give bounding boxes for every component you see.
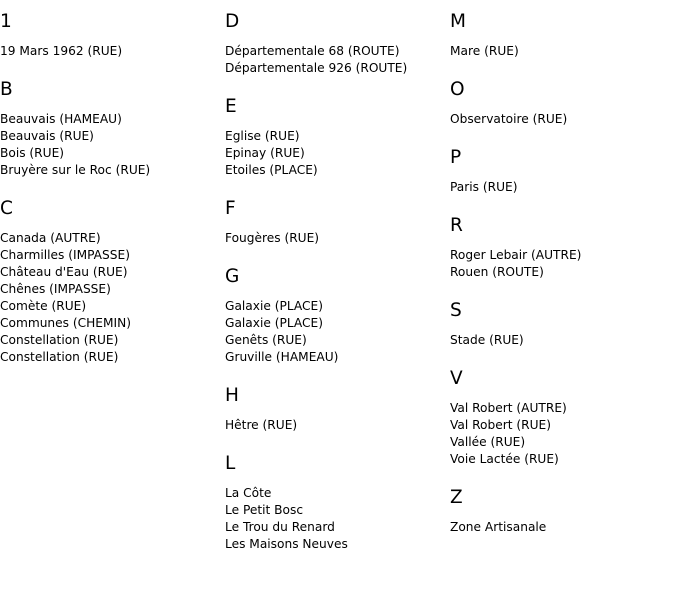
letter-group xyxy=(225,264,450,366)
letter-group xyxy=(450,213,675,281)
street-list xyxy=(450,111,675,128)
street-list xyxy=(225,298,450,366)
street-link[interactable]: Roger Lebair (AUTRE) xyxy=(450,248,582,262)
street-list xyxy=(225,128,450,179)
letter-heading: G xyxy=(225,266,240,287)
street-list xyxy=(450,332,675,349)
street-link[interactable]: Constellation (RUE) xyxy=(0,350,119,364)
letter-group xyxy=(450,145,675,196)
street-link[interactable]: Observatoire (RUE) xyxy=(450,112,568,126)
street-link[interactable]: Stade (RUE) xyxy=(450,333,524,347)
letter-heading: F xyxy=(225,198,236,219)
street-link[interactable]: 19 Mars 1962 (RUE) xyxy=(0,44,123,58)
street-link[interactable]: Galaxie (PLACE) xyxy=(225,299,323,313)
street-list xyxy=(225,485,450,553)
letter-heading: S xyxy=(450,300,462,321)
street-index-column-2 xyxy=(225,9,450,570)
street-link[interactable]: Mare (RUE) xyxy=(450,44,519,58)
street-link[interactable]: Château d'Eau (RUE) xyxy=(0,265,128,279)
letter-heading: D xyxy=(225,11,240,32)
letter-group xyxy=(225,196,450,247)
street-link[interactable]: Hêtre (RUE) xyxy=(225,418,298,432)
letter-heading: E xyxy=(225,96,237,117)
street-link[interactable]: Départementale 926 (ROUTE) xyxy=(225,61,408,75)
street-link[interactable]: Gruville (HAMEAU) xyxy=(225,350,339,364)
street-link[interactable]: Les Maisons Neuves xyxy=(225,537,348,551)
street-link[interactable]: Chênes (IMPASSE) xyxy=(0,282,111,296)
street-link[interactable]: La Côte xyxy=(225,486,272,500)
letter-heading: Z xyxy=(450,487,463,508)
letter-group xyxy=(225,451,450,553)
letter-group xyxy=(450,77,675,128)
street-list xyxy=(225,230,450,247)
letter-group xyxy=(0,77,225,179)
street-index-column-3 xyxy=(450,9,675,553)
letter-heading: M xyxy=(450,11,466,32)
letter-group xyxy=(450,9,675,60)
street-list xyxy=(450,400,675,468)
street-link[interactable]: Constellation (RUE) xyxy=(0,333,119,347)
street-link[interactable]: Comète (RUE) xyxy=(0,299,87,313)
street-link[interactable]: Vallée (RUE) xyxy=(450,435,526,449)
street-list xyxy=(450,519,675,536)
street-link[interactable]: Beauvais (RUE) xyxy=(0,129,94,143)
letter-heading: R xyxy=(450,215,463,236)
street-link[interactable]: Eglise (RUE) xyxy=(225,129,300,143)
street-list xyxy=(450,43,675,60)
street-list xyxy=(450,179,675,196)
street-link[interactable]: Le Trou du Renard xyxy=(225,520,335,534)
street-link[interactable]: Charmilles (IMPASSE) xyxy=(0,248,130,262)
street-list xyxy=(0,111,225,179)
street-link[interactable]: Etoiles (PLACE) xyxy=(225,163,318,177)
street-link[interactable]: Val Robert (AUTRE) xyxy=(450,401,567,415)
letter-group xyxy=(225,383,450,434)
letter-heading: V xyxy=(450,368,463,389)
street-index-column-1 xyxy=(0,9,225,383)
letter-heading: O xyxy=(450,79,465,100)
street-list xyxy=(0,43,225,60)
street-link[interactable]: Beauvais (HAMEAU) xyxy=(0,112,122,126)
letter-heading: B xyxy=(0,79,13,100)
street-link[interactable]: Voie Lactée (RUE) xyxy=(450,452,559,466)
street-link[interactable]: Le Petit Bosc xyxy=(225,503,304,517)
letter-group xyxy=(450,485,675,536)
letter-group xyxy=(225,94,450,179)
letter-group xyxy=(225,9,450,77)
letter-group xyxy=(450,298,675,349)
street-link[interactable]: Genêts (RUE) xyxy=(225,333,307,347)
street-link[interactable]: Epinay (RUE) xyxy=(225,146,305,160)
letter-heading: L xyxy=(225,453,236,474)
letter-heading: 1 xyxy=(0,11,12,32)
street-link[interactable]: Départementale 68 (ROUTE) xyxy=(225,44,400,58)
street-list xyxy=(0,230,225,366)
street-link[interactable]: Canada (AUTRE) xyxy=(0,231,101,245)
street-link[interactable]: Bruyère sur le Roc (RUE) xyxy=(0,163,151,177)
street-link[interactable]: Rouen (ROUTE) xyxy=(450,265,544,279)
street-list xyxy=(225,417,450,434)
letter-group xyxy=(0,9,225,60)
street-link[interactable]: Zone Artisanale xyxy=(450,520,547,534)
street-link[interactable]: Bois (RUE) xyxy=(0,146,65,160)
street-link[interactable]: Communes (CHEMIN) xyxy=(0,316,131,330)
letter-heading: H xyxy=(225,385,239,406)
street-link[interactable]: Galaxie (PLACE) xyxy=(225,316,323,330)
street-list xyxy=(225,43,450,77)
street-link[interactable]: Val Robert (RUE) xyxy=(450,418,551,432)
letter-heading: C xyxy=(0,198,13,219)
street-list xyxy=(450,247,675,281)
letter-group xyxy=(450,366,675,468)
letter-heading: P xyxy=(450,147,462,168)
street-link[interactable]: Paris (RUE) xyxy=(450,180,518,194)
street-link[interactable]: Fougères (RUE) xyxy=(225,231,320,245)
letter-group xyxy=(0,196,225,366)
